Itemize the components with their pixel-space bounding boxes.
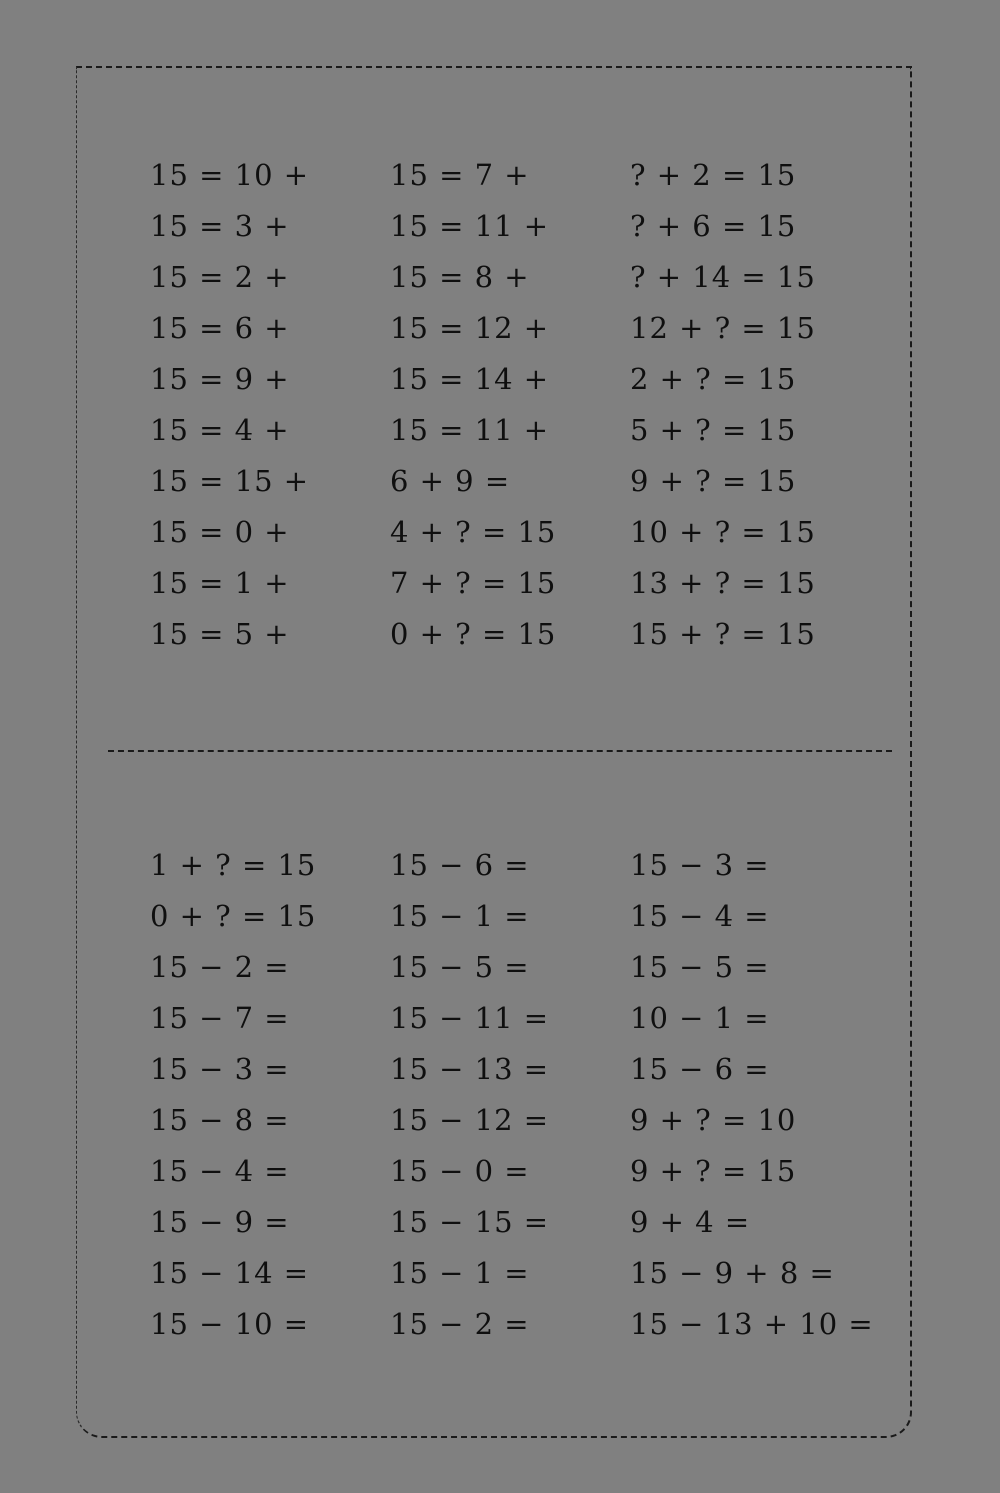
equation: 7 + ? = 15	[390, 566, 557, 600]
equation: 15 = 2 +	[150, 260, 290, 294]
equation: 15 − 5 =	[390, 950, 530, 984]
equation: 15 − 7 =	[150, 1001, 290, 1035]
equation: 15 − 5 =	[630, 950, 770, 984]
equation: 15 + ? = 15	[630, 617, 816, 651]
equation: 15 − 4 =	[630, 899, 770, 933]
equation: 15 = 6 +	[150, 311, 290, 345]
exercise-column-2	[390, 150, 556, 660]
equation: 15 − 13 =	[390, 1052, 550, 1086]
equation: 15 = 1 +	[150, 566, 290, 600]
equation: 15 − 1 =	[390, 899, 530, 933]
equation: 15 − 11 =	[390, 1001, 550, 1035]
equation: 9 + ? = 15	[630, 464, 797, 498]
equation: 15 = 5 +	[150, 617, 290, 651]
equation: 15 = 4 +	[150, 413, 290, 447]
equation: 4 + ? = 15	[390, 515, 557, 549]
exercise-column-3	[630, 150, 816, 660]
equation: ? + 14 = 15	[630, 260, 816, 294]
equation: 15 − 1 =	[390, 1256, 530, 1290]
equation: 15 = 12 +	[390, 311, 550, 345]
equation: 15 − 6 =	[390, 848, 530, 882]
equation: 15 = 0 +	[150, 515, 290, 549]
equation: 15 − 10 =	[150, 1307, 310, 1341]
equation: ? + 2 = 15	[630, 158, 797, 192]
equation: 15 − 4 =	[150, 1154, 290, 1188]
equation: 15 − 3 =	[150, 1052, 290, 1086]
equation: 0 + ? = 15	[150, 899, 317, 933]
equation: 10 + ? = 15	[630, 515, 816, 549]
equation: 15 − 9 =	[150, 1205, 290, 1239]
equation: 12 + ? = 15	[630, 311, 816, 345]
equation: 15 = 8 +	[390, 260, 530, 294]
exercise-column-2	[390, 840, 549, 1350]
exercise-column-1	[150, 840, 316, 1350]
equation: 9 + ? = 15	[630, 1154, 797, 1188]
equation: 0 + ? = 15	[390, 617, 557, 651]
equation: 15 − 12 =	[390, 1103, 550, 1137]
equation: 15 = 11 +	[390, 209, 550, 243]
equation: 15 = 7 +	[390, 158, 530, 192]
equation: 9 + 4 =	[630, 1205, 751, 1239]
section-divider	[108, 750, 892, 752]
equation: 15 − 9 + 8 =	[630, 1256, 835, 1290]
equation: ? + 6 = 15	[630, 209, 797, 243]
equation: 15 − 13 + 10 =	[630, 1307, 874, 1341]
equation: 5 + ? = 15	[630, 413, 797, 447]
equation: 15 − 0 =	[390, 1154, 530, 1188]
equation: 15 = 14 +	[390, 362, 550, 396]
equation: 15 − 2 =	[390, 1307, 530, 1341]
equation: 15 = 15 +	[150, 464, 310, 498]
equation: 15 − 2 =	[150, 950, 290, 984]
equation: 15 = 3 +	[150, 209, 290, 243]
equation: 9 + ? = 10	[630, 1103, 797, 1137]
equation: 15 − 15 =	[390, 1205, 550, 1239]
equation: 15 = 9 +	[150, 362, 290, 396]
equation: 15 − 6 =	[630, 1052, 770, 1086]
equation: 10 − 1 =	[630, 1001, 770, 1035]
equation: 6 + 9 =	[390, 464, 511, 498]
equation: 2 + ? = 15	[630, 362, 797, 396]
equation: 15 − 8 =	[150, 1103, 290, 1137]
exercise-column-3	[630, 840, 874, 1350]
equation: 15 = 10 +	[150, 158, 310, 192]
equation: 15 = 11 +	[390, 413, 550, 447]
exercise-column-1	[150, 150, 309, 660]
equation: 13 + ? = 15	[630, 566, 816, 600]
equation: 15 − 3 =	[630, 848, 770, 882]
equation: 15 − 14 =	[150, 1256, 310, 1290]
equation: 1 + ? = 15	[150, 848, 317, 882]
